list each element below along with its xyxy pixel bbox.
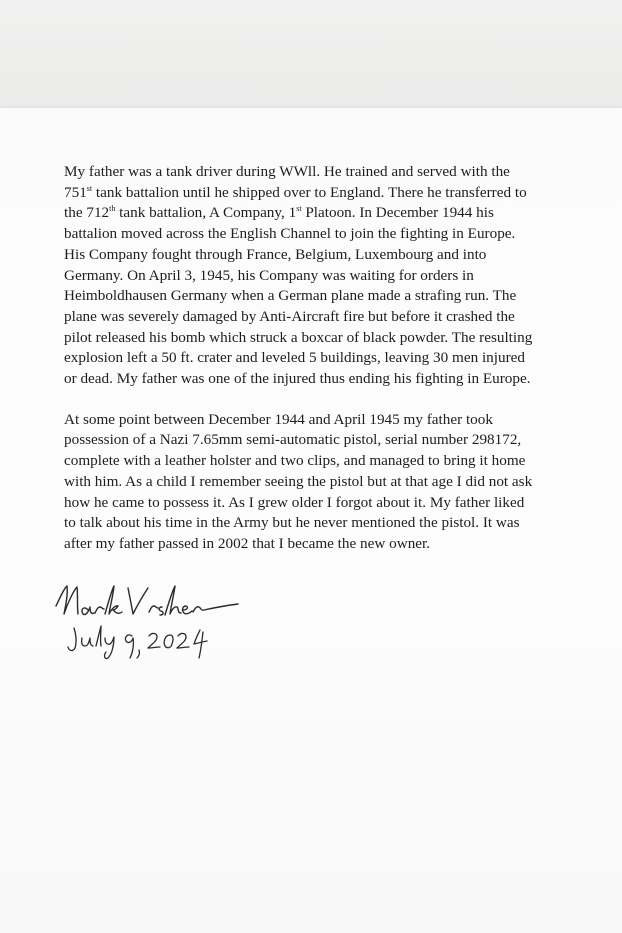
text-run: pilot released his bomb which struck a boxcar of black powder. The resulting xyxy=(64,328,533,346)
text-run: explosion left a 50 ft. crater and leveled 5 buildings, leaving 30 men injured xyxy=(64,349,525,367)
text-line: to talk about his time in the Army but he never mentioned the pistol. It was xyxy=(64,514,520,532)
text-line xyxy=(64,369,594,390)
text-line xyxy=(64,245,594,266)
text-line xyxy=(64,328,594,349)
text-line: with him. As a child I remember seeing the pistol but at that age I did not ask xyxy=(64,472,533,490)
text-line: after my father passed in 2002 that I became the new owner. xyxy=(64,534,431,552)
text-line xyxy=(64,307,594,328)
text-line xyxy=(64,348,594,369)
signature-block xyxy=(50,580,290,680)
text-line: At some point between December 1944 and April 1945 my father took xyxy=(64,410,493,428)
ordinal-suffix: st xyxy=(296,204,302,214)
text-run: or dead. My father was one of the injured thus ending his fighting in Europe. xyxy=(64,370,531,388)
text-run: tank battalion until he shipped over to England. There he transferred to xyxy=(92,183,527,201)
text-line xyxy=(64,183,594,204)
text-run: plane was severely damaged by Anti-Aircraft fire but before it crashed the xyxy=(64,307,515,325)
text-run: Germany. On April 3, 1945, his Company was waiting for orders in xyxy=(64,266,474,284)
handwritten-signature xyxy=(50,580,290,680)
paragraph-2 xyxy=(64,410,594,555)
text-line xyxy=(64,162,594,183)
text-run: the 712 xyxy=(64,204,110,222)
text-line xyxy=(64,203,594,224)
text-line xyxy=(64,224,594,245)
backdrop xyxy=(0,0,622,108)
text-line: how he came to possess it. As I grew older I forgot about it. My father liked xyxy=(64,493,525,511)
text-run: My father was a tank driver during WWll. He trained and served with the xyxy=(64,163,510,180)
text-line xyxy=(64,286,594,307)
ordinal-suffix: th xyxy=(109,204,116,214)
text-line: possession of a Nazi 7.65mm semi-automatic pistol, serial number 298172, xyxy=(64,431,522,449)
ordinal-suffix: st xyxy=(86,183,93,193)
text-run: tank battalion, A Company, 1 xyxy=(115,204,297,222)
text-run: battalion moved across the English Channel to join the fighting in Europe. xyxy=(64,225,516,243)
paragraph-1 xyxy=(64,162,594,390)
text-run: 751 xyxy=(64,183,87,201)
letter-body xyxy=(64,162,594,555)
text-line: complete with a leather holster and two clips, and managed to bring it home xyxy=(64,452,526,470)
text-line xyxy=(64,266,594,287)
text-run: Platoon. In December 1944 his xyxy=(301,204,494,222)
text-run: Heimboldhausen Germany when a German plane made a strafing run. The xyxy=(64,287,517,305)
text-run: His Company fought through France, Belgium, Luxembourg and into xyxy=(64,245,487,263)
